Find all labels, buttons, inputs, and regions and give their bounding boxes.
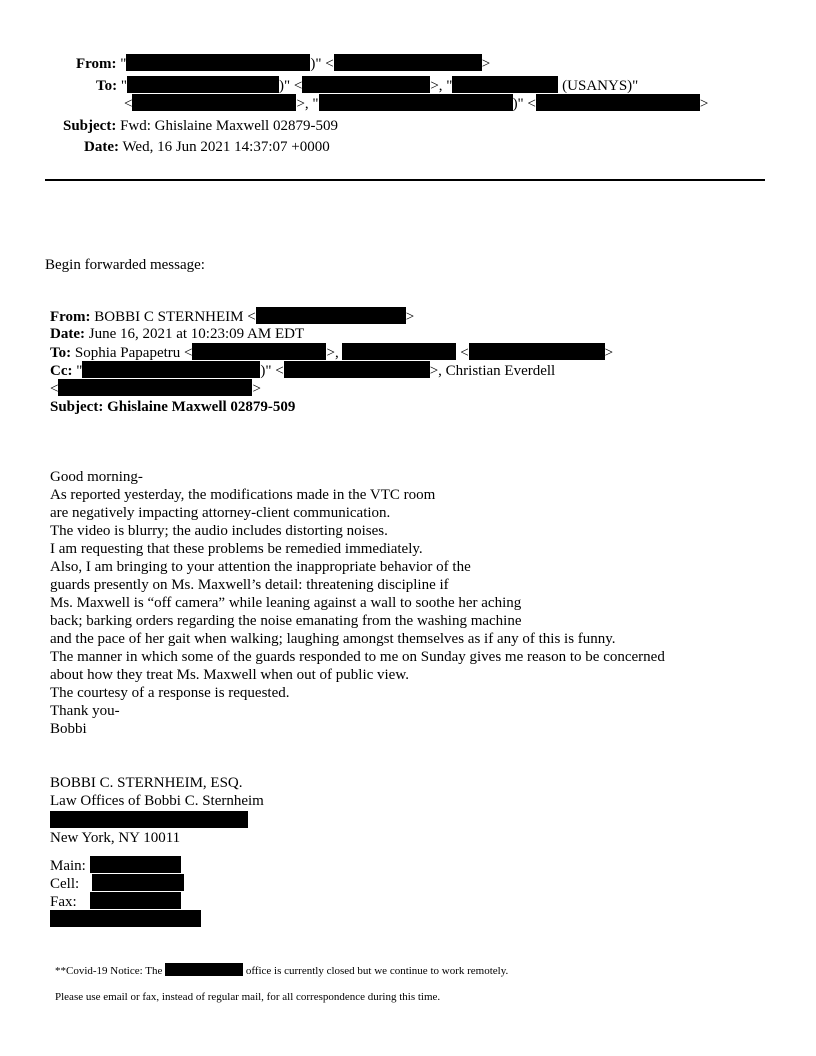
outer-to-line2-mid: >, " bbox=[296, 96, 319, 112]
message-line: about how they treat Ms. Maxwell when out of public view. bbox=[50, 667, 409, 683]
message-line: and the pace of her gait when walking; laughing amongst themselves as if any of this is funny. bbox=[50, 631, 616, 647]
outer-from-end: > bbox=[481, 56, 491, 72]
signature-city: New York, NY 10011 bbox=[50, 830, 181, 846]
header-divider bbox=[45, 179, 765, 181]
fwd-from-value: BOBBI C STERNHEIM < bbox=[94, 309, 256, 325]
notice-prefix: **Covid-19 Notice: The bbox=[55, 965, 163, 977]
outer-to-label: To: bbox=[96, 78, 118, 94]
signature-name: BOBBI C. STERNHEIM, ESQ. bbox=[50, 775, 243, 791]
redaction-box bbox=[50, 811, 248, 828]
fwd-date-label: Date: bbox=[50, 326, 85, 342]
fwd-from-line bbox=[50, 307, 414, 326]
fwd-cc-open: " bbox=[76, 363, 83, 379]
fwd-from-label: From: bbox=[50, 309, 91, 325]
fwd-subject-label: Subject: bbox=[50, 399, 104, 415]
fwd-date-line bbox=[50, 325, 304, 343]
redaction-box bbox=[90, 892, 181, 909]
outer-date-value: Wed, 16 Jun 2021 14:37:07 +0000 bbox=[122, 139, 330, 155]
redaction-box bbox=[127, 76, 279, 93]
message-line: The manner in which some of the guards responded to me on Sunday gives me reason to be concerned bbox=[50, 649, 665, 665]
message-line: Also, I am bringing to your attention the inappropriate behavior of the bbox=[50, 559, 471, 575]
redaction-box bbox=[342, 343, 456, 360]
notice-line2: Please use email or fax, instead of regular mail, for all correspondence during this time. bbox=[55, 991, 441, 1003]
redaction-box bbox=[126, 54, 310, 71]
message-line: are negatively impacting attorney-client communication. bbox=[50, 505, 391, 521]
redaction-box bbox=[192, 343, 326, 360]
redaction-box bbox=[319, 94, 513, 111]
outer-subject-label: Subject: bbox=[63, 118, 117, 134]
signature-block bbox=[50, 774, 264, 928]
fwd-cc-mid: )" < bbox=[260, 363, 284, 379]
redaction-box bbox=[284, 361, 430, 378]
outer-to-line bbox=[96, 76, 638, 95]
redaction-box bbox=[334, 54, 482, 71]
message-line: As reported yesterday, the modifications made in the VTC room bbox=[50, 487, 436, 503]
covid-notice bbox=[55, 963, 508, 978]
outer-to-quote: " bbox=[120, 78, 127, 94]
fwd-cc-label: Cc: bbox=[50, 363, 73, 379]
outer-from-label: From: bbox=[76, 56, 117, 72]
outer-to-mid2: >, " bbox=[430, 78, 453, 94]
message-line: Bobbi bbox=[50, 721, 87, 737]
message-line: The video is blurry; the audio includes distorting noises. bbox=[50, 523, 388, 539]
main-phone-label: Main: bbox=[50, 858, 86, 874]
fwd-subject-line bbox=[50, 398, 295, 416]
redaction-box bbox=[536, 94, 700, 111]
outer-to-mid: )" < bbox=[279, 78, 303, 94]
redaction-box bbox=[58, 379, 252, 396]
outer-to-line2-end: > bbox=[699, 96, 709, 112]
message-line: Thank you- bbox=[50, 703, 120, 719]
outer-from-line bbox=[76, 54, 490, 73]
outer-subject-value: Fwd: Ghislaine Maxwell 02879-509 bbox=[120, 118, 338, 134]
fwd-cc-line bbox=[50, 361, 555, 380]
fwd-cc-line2 bbox=[50, 379, 261, 398]
message-line: I am requesting that these problems be remedied immediately. bbox=[50, 541, 423, 557]
outer-date-label: Date: bbox=[84, 139, 119, 155]
message-line: Good morning- bbox=[50, 469, 143, 485]
redaction-box bbox=[82, 361, 260, 378]
outer-date-line bbox=[84, 138, 330, 156]
outer-to-usanys: (USANYS)" bbox=[562, 78, 639, 94]
fwd-from-end: > bbox=[405, 309, 415, 325]
outer-subject-line bbox=[63, 117, 338, 135]
redaction-box bbox=[92, 874, 184, 891]
redaction-box bbox=[452, 76, 558, 93]
fwd-cc-line2-end: > bbox=[252, 381, 261, 397]
redaction-box bbox=[132, 94, 296, 111]
fax-label: Fax: bbox=[50, 894, 77, 910]
message-line: guards presently on Ms. Maxwell’s detail: threatening discipline if bbox=[50, 577, 449, 593]
redaction-box bbox=[90, 856, 181, 873]
outer-to-line2-open: < bbox=[124, 96, 133, 112]
message-line: Ms. Maxwell is “off camera” while leaning against a wall to soothe her aching bbox=[50, 595, 522, 611]
message-line: The courtesy of a response is requested. bbox=[50, 685, 290, 701]
outer-from-mid: )" < bbox=[310, 56, 334, 72]
fwd-to-mid: >, bbox=[326, 345, 339, 361]
fwd-to-mid2: < bbox=[460, 345, 469, 361]
fwd-date-value: June 16, 2021 at 10:23:09 AM EDT bbox=[88, 326, 305, 342]
outer-to-line2 bbox=[124, 94, 708, 113]
fwd-to-value: Sophia Papapetru < bbox=[74, 345, 193, 361]
forward-intro: Begin forwarded message: bbox=[45, 257, 205, 273]
redaction-box bbox=[165, 963, 243, 976]
notice-suffix: office is currently closed but we continue to work remotely. bbox=[245, 965, 509, 977]
redaction-box bbox=[256, 307, 406, 324]
outer-from-quote: " bbox=[120, 56, 127, 72]
redaction-box bbox=[302, 76, 430, 93]
fwd-cc-line2-open: < bbox=[50, 381, 59, 397]
outer-to-line2-mid2: )" < bbox=[512, 96, 536, 112]
redaction-box bbox=[469, 343, 605, 360]
cell-phone-label: Cell: bbox=[50, 876, 80, 892]
redaction-box bbox=[50, 910, 201, 927]
message-body bbox=[50, 468, 665, 738]
fwd-subject-value: Ghislaine Maxwell 02879-509 bbox=[107, 399, 296, 415]
fwd-to-end: > bbox=[604, 345, 614, 361]
signature-firm: Law Offices of Bobbi C. Sternheim bbox=[50, 793, 264, 809]
fwd-to-label: To: bbox=[50, 345, 72, 361]
message-line: back; barking orders regarding the noise emanating from the washing machine bbox=[50, 613, 522, 629]
fwd-to-line bbox=[50, 343, 613, 362]
fwd-cc-tail: >, Christian Everdell bbox=[429, 363, 556, 379]
